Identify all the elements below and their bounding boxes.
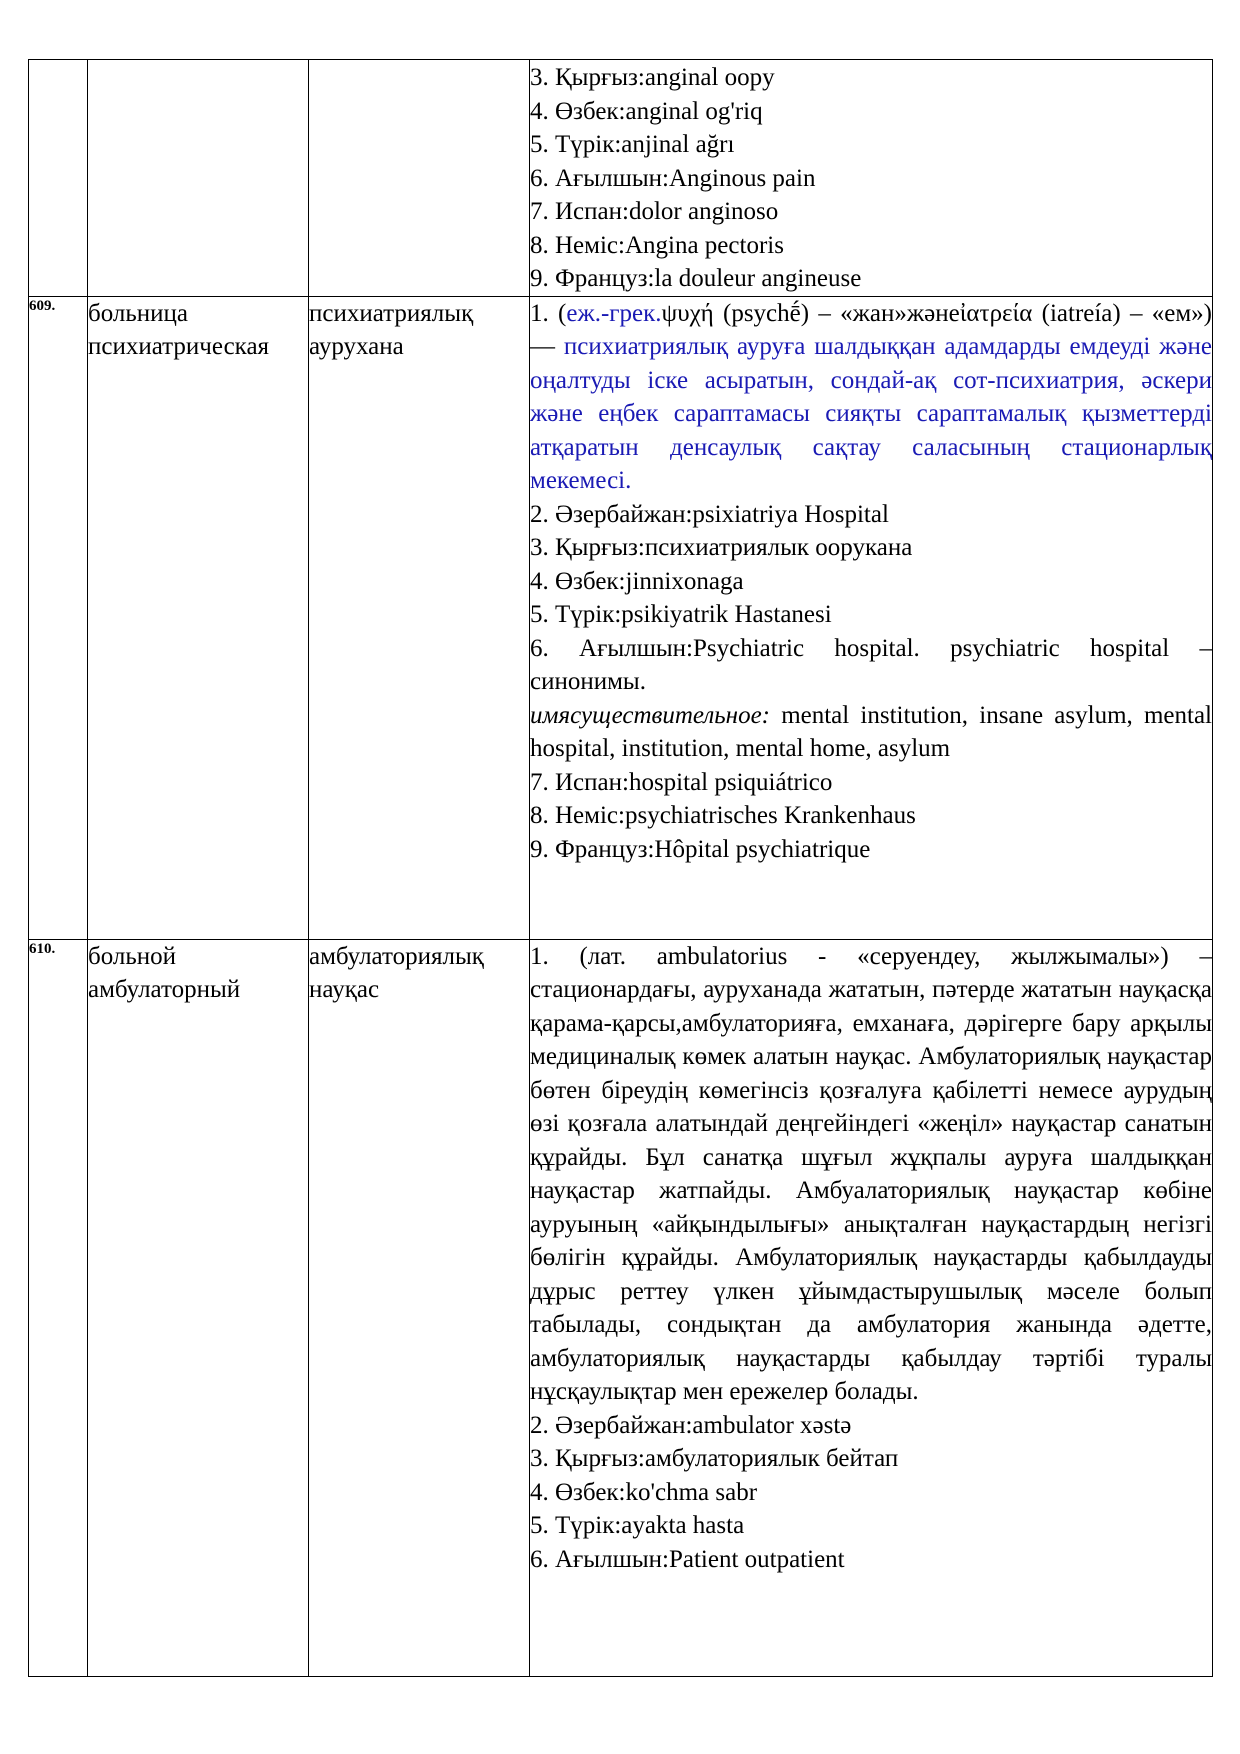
translation-line: 3. Қырғыз:амбулаториялык бейтап [530, 1445, 899, 1472]
translation-line: 6. Ағылшын:Anginous pain [530, 164, 816, 192]
definition-cell [530, 60, 1213, 297]
translation-line: 4. Өзбек:jinnixonaga [530, 567, 744, 595]
translation-line: 7. Испан:hospital psiquiátrico [530, 768, 833, 796]
definition-text: 1. (лат. ambulatorius - «серуендеу, жылжымалы») – стационардағы, ауруханада жататын, пәтерде жататын науқасқа қарама-қарсы,амбулаторияға, емханаға, дәрігерге бару арқылы медициналық көмек алатын науқас. Амбулаториялық науқастар бөтен біреудің көмегінсіз қозғалуға қабілетті немесе аурудың өзі қозғала алатындай деңгейіндегі «жеңіл» науқастар санатын құрайды. Бұл санатқа шұғыл жұқпалы ауруға шалдыққан науқастар жатпайды. Амбуалаториялық науқастар көбіне ауруының «айқындылығы» анықталған науқастардың негізгі бөлігін құрайды. Амбулаториялық науқастарды қабылдауды дұрыс реттеу үлкен ұйымдастырушылық мәселе болып табылады, сондықтан да амбулатория жанында әдетте, амбулаториялық науқастарды қабылдау тәртібі туралы нұсқаулықтар мен ережелер болады. [530, 942, 1212, 1405]
kazakh-term: психиатриялық аурухана [309, 296, 530, 939]
synonyms-label: имясуществительное: [530, 701, 770, 729]
dictionary-table [28, 59, 1213, 1677]
entry-number: 609. [29, 296, 88, 939]
synonyms [530, 699, 1212, 766]
kazakh-term: амбулаториялық науқас [309, 939, 530, 1676]
translation-line: 4. Өзбек:ko'chma sabr [530, 1478, 758, 1506]
russian-term-cell [88, 60, 309, 297]
translation-line: 2. Әзербайжан:psixiatriya Hospital [530, 500, 889, 528]
translation-line: 8. Неміс:psychiatrisches Krankenhaus [530, 802, 916, 829]
definition-number: 1. ( [530, 299, 567, 327]
etymology-source: еж.-грек. [566, 299, 662, 327]
translation-line: 5. Түрік:anjinal ağrı [530, 131, 735, 158]
table-row [29, 60, 1213, 297]
russian-term: больница психиатрическая [88, 296, 309, 939]
table-row [29, 939, 1213, 1676]
translation-line: 6. Ағылшын:Patient outpatient [530, 1545, 845, 1573]
translation-line: 4. Өзбек:anginal og'riq [530, 97, 763, 125]
translation-line: 6. Ағылшын:Psychiatric hospital. psychiatric hospital – синонимы. [530, 634, 1212, 695]
table-row [29, 296, 1213, 939]
translation-line: 9. Француз:la douleur angineuse [530, 265, 862, 292]
translation-line: 5. Түрік:psikiyatrik Hastanesi [530, 601, 832, 628]
definition-cell [530, 296, 1213, 939]
translation-line: 2. Әзербайжан:ambulator xəstə [530, 1411, 852, 1439]
synonyms-text: mental institution, insane asylum, mental hospital, institution, mental home, asylum [530, 701, 1212, 762]
entry-number: 610. [29, 939, 88, 1676]
definition-cell [530, 939, 1213, 1676]
etymology-text: ψυχή (psychḗ) – «жан»жәнеἰατρεία (iatreía) – «ем»)— [530, 299, 1213, 360]
translation-line: 7. Испан:dolor anginoso [530, 198, 779, 225]
translation-line: 5. Түрік:ayakta hasta [530, 1512, 745, 1539]
translation-line: 8. Неміс:Angina pectoris [530, 231, 784, 259]
russian-term: больной амбулаторный [88, 939, 309, 1676]
translation-line: 9. Француз:Hôpital psychiatrique [530, 835, 871, 863]
entry-number-cell [29, 60, 88, 297]
definition-text [530, 297, 1212, 498]
translation-line: 3. Қырғыз:психиатриялык оорукана [530, 534, 913, 561]
definition-body: психиатриялық ауруға шалдыққан адамдарды емдеуді және оңалтуды іске асыратын, сондай-ақ сот-психиатрия, әскери және еңбек сараптамасы сияқты сараптамалық қызметтерді атқаратын денсаулық сақтау саласының стационарлық мекемесі. [530, 333, 1212, 494]
translation-line: 3. Қырғыз:anginal oopy [530, 64, 775, 91]
kazakh-term-cell [309, 60, 530, 297]
